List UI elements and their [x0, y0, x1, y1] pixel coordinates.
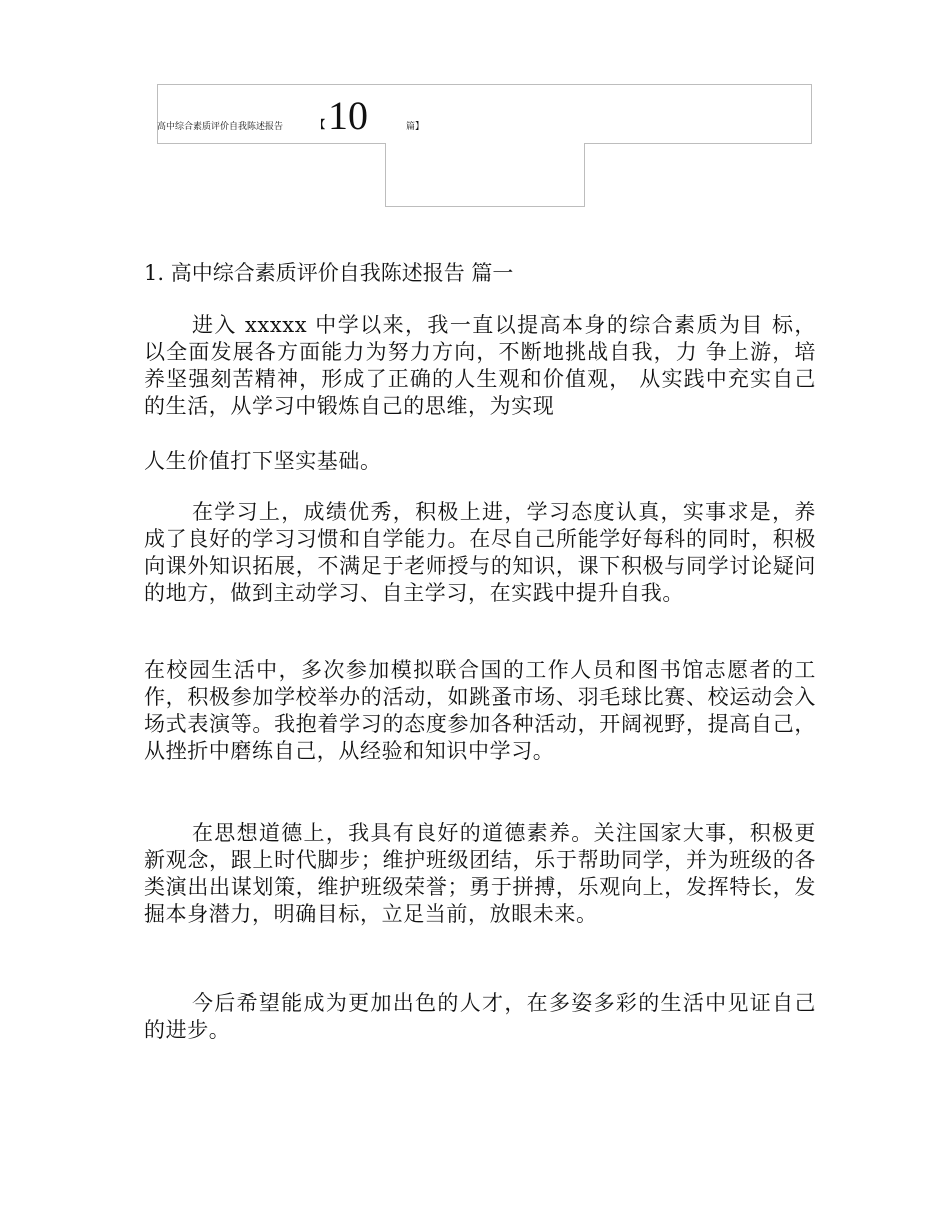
paragraph-intro-tail: 人生价值打下坚实基础。 [144, 449, 382, 473]
paragraph-future: 今后希望能成为更加出色的人才，在多姿多彩的生活中见证自己的进步。 [144, 991, 816, 1042]
header-tab-box [385, 143, 585, 207]
header-box [157, 84, 812, 144]
paragraph-campus-life: 在校园生活中，多次参加模拟联合国的工作人员和图书馆志愿者的工作，积极参加学校举办的活动，如跳蚤市场、羽毛球比赛、校运动会入场式表演等。我抱着学习的态度参加各种活动，开阔视野，提高自己，从挫折中磨练自己，从经验和知识中学习。 [144, 658, 816, 763]
section-heading: 1. 高中综合素质评价自我陈述报告 篇一 [144, 261, 514, 285]
header-bracket-open: 【 [315, 120, 325, 131]
paragraph-intro: 进入 xxxxx 中学以来，我一直以提高本身的综合素质为目 标，以全面发展各方面能力为努力方向，不断地挑战自我，力 争上游，培养坚强刻苦精神，形成了正确的人生观和价值观， 从实践中充实自己的生活，从学习中锻炼自己的思维，为实现 [144, 313, 816, 418]
header-number: 10 [328, 93, 368, 138]
header-suffix: 篇】 [406, 122, 425, 132]
paragraph-morality: 在思想道德上，我具有良好的道德素养。关注国家大事，积极更新观念，跟上时代脚步；维护班级团结，乐于帮助同学，并为班级的各类演出出谋划策，维护班级荣誉；勇于拼搏，乐观向上，发挥特长，发掘本身潜力，明确目标，立足当前，放眼未来。 [144, 821, 816, 926]
paragraph-study: 在学习上，成绩优秀，积极上进，学习态度认真，实事求是，养成了良好的学习习惯和自学能力。在尽自己所能学好每科的同时，积极向课外知识拓展，不满足于老师授与的知识，课下积极与同学讨论疑问的地方，做到主动学习、自主学习，在实践中提升自我。 [144, 500, 816, 605]
header-title: 高中综合素质评价自我陈述报告 [157, 122, 284, 132]
